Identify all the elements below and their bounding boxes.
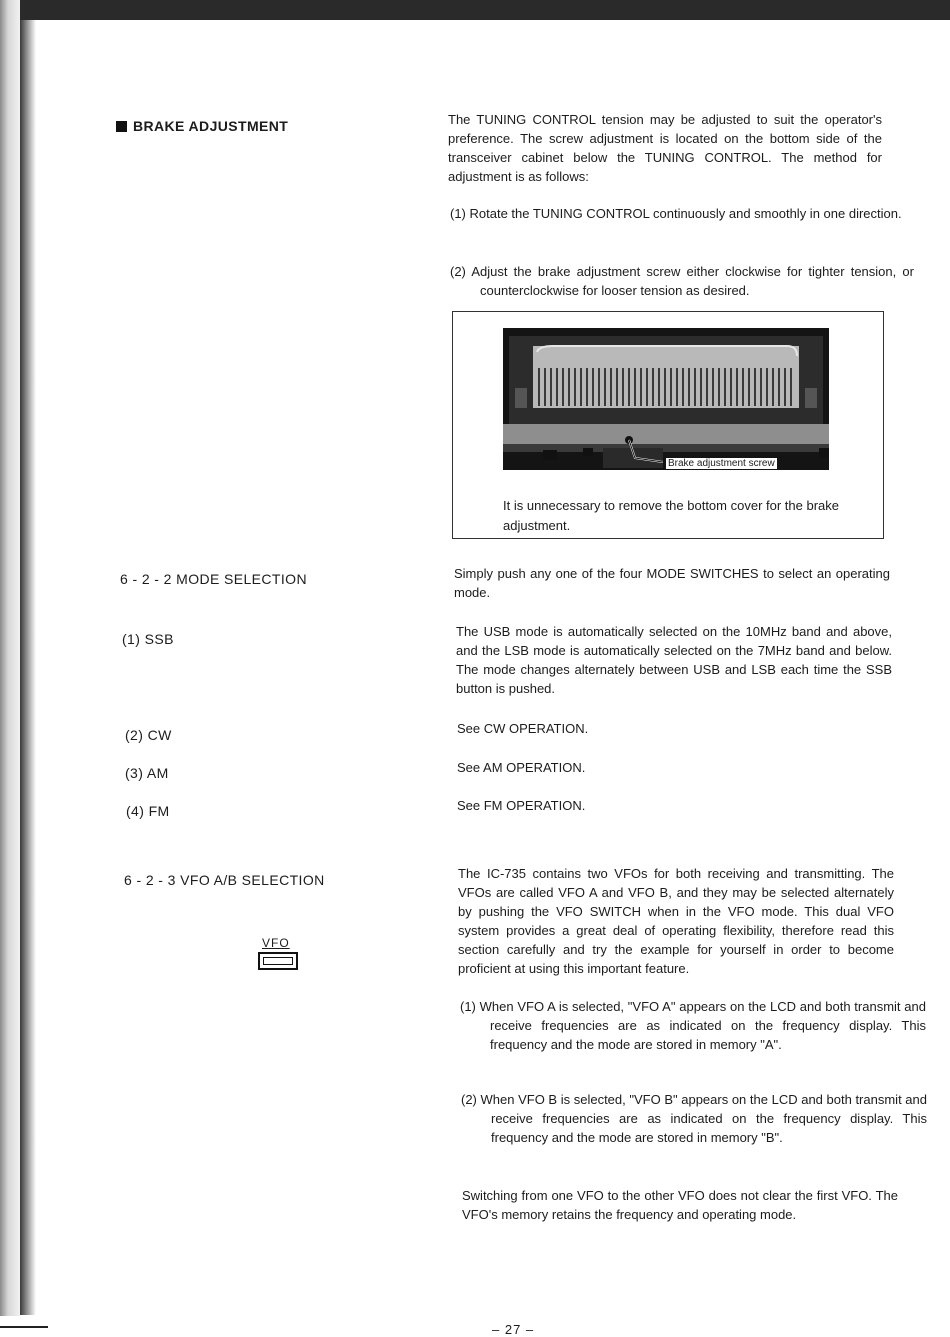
mode-text-fm: See FM OPERATION. — [457, 798, 586, 813]
mode-label-ssb: (1) SSB — [122, 631, 174, 647]
vfo-intro: The IC-735 contains two VFOs for both receiving and transmitting. The VFOs are called VFO A and VFO B, and they may be selected alternately by pushing the VFO SWITCH when in the VFO mode. This dual VFO system provides a great deal of operating flexibility, therefore read this section carefully and try the example for yourself in order to become proficient at using this important feature. — [458, 866, 894, 976]
page-number: – 27 – — [492, 1322, 535, 1337]
mode-intro: Simply push any one of the four MODE SWITCHES to select an operating mode. — [454, 566, 890, 600]
brake-step-2: (2) Adjust the brake adjustment screw either clockwise for tighter tension, or counterclockwise for looser tension as desired. — [450, 264, 914, 298]
vfo-step-2: (2) When VFO B is selected, "VFO B" appears on the LCD and both transmit and receive frequencies are as indicated on the frequency display. This frequency and the mode are stored in memory "B". — [461, 1092, 927, 1145]
vfo-step-1: (1) When VFO A is selected, "VFO A" appears on the LCD and both transmit and receive frequencies are as indicated on the frequency display. This frequency and the mode are stored in memory "A". — [460, 999, 926, 1052]
mode-label-fm: (4) FM — [126, 803, 170, 819]
vfo-heading: 6 - 2 - 3 VFO A/B SELECTION — [124, 872, 325, 888]
transceiver-photo-graphic — [503, 328, 829, 470]
bottom-rule — [0, 1326, 48, 1328]
vfo-switch-icon — [258, 952, 298, 970]
mode-text-ssb: The USB mode is automatically selected on the 10MHz band and above, and the LSB mode is automatically selected on the 7MHz band and below. The mode changes alternately between USB and LSB each time the SSB button is pushed. — [456, 624, 892, 696]
mode-heading: 6 - 2 - 2 MODE SELECTION — [120, 571, 307, 587]
callout-label: Brake adjustment screw — [668, 458, 775, 469]
brake-heading: BRAKE ADJUSTMENT — [116, 118, 288, 134]
mode-label-cw: (2) CW — [125, 727, 172, 743]
mode-label-am: (3) AM — [125, 765, 169, 781]
transceiver-bottom-photo — [503, 328, 829, 470]
page-spine — [0, 0, 20, 1337]
page-bottom-margin — [0, 1316, 950, 1337]
bullet-square-icon — [116, 121, 127, 132]
brake-intro: The TUNING CONTROL tension may be adjusted to suit the operator's preference. The screw adjustment is located on the bottom side of the transceiver cabinet below the TUNING CONTROL. The method for adjustment is as follows: — [448, 112, 882, 184]
brake-step-1: (1) Rotate the TUNING CONTROL continuously and smoothly in one direction. — [450, 206, 902, 221]
figure-caption: It is unnecessary to remove the bottom cover for the brake adjustment. — [503, 498, 839, 533]
mode-text-am: See AM OPERATION. — [457, 760, 586, 775]
callout-leader-line — [623, 436, 663, 466]
vfo-closing: Switching from one VFO to the other VFO does not clear the first VFO. The VFO's memory retains the frequency and operating mode. — [462, 1188, 898, 1222]
mode-text-cw: See CW OPERATION. — [457, 721, 589, 736]
vfo-button-label: VFO — [262, 936, 290, 950]
page-gutter-shadow — [20, 20, 36, 1315]
brake-figure — [452, 311, 884, 539]
